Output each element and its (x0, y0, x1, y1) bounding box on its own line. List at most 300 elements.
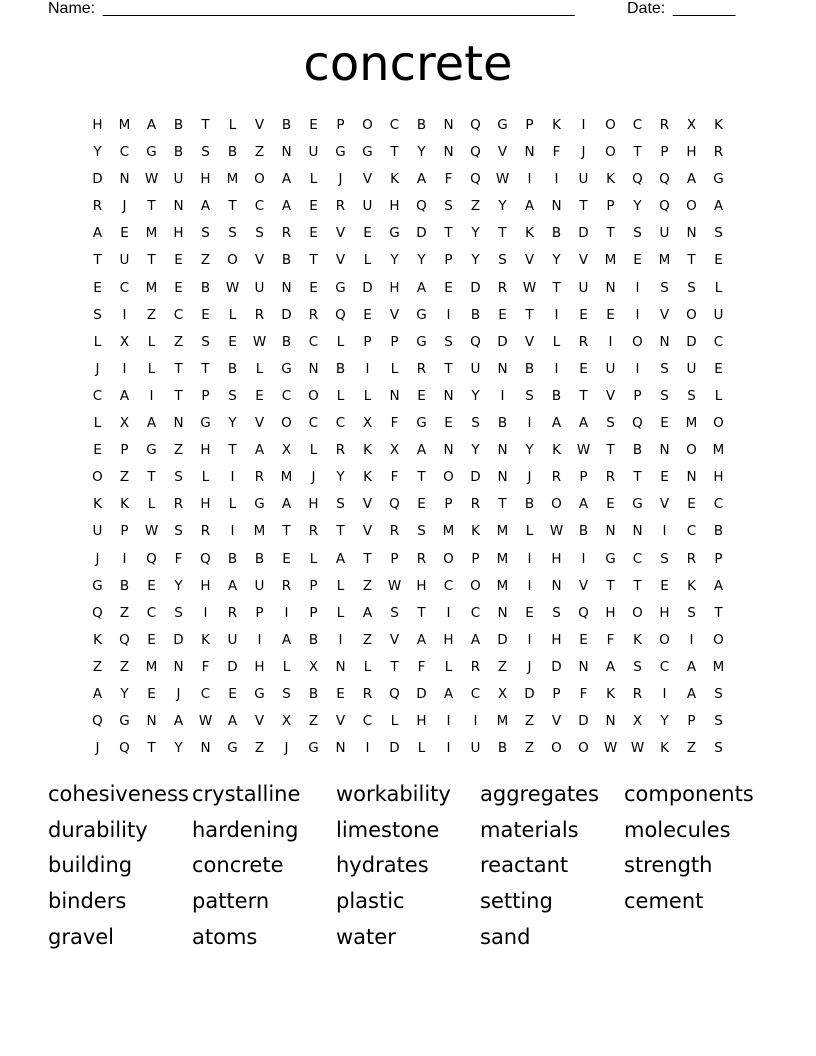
word-bank-item: limestone (336, 817, 440, 842)
grid-letter: S (714, 713, 723, 730)
grid-letter: E (147, 631, 156, 648)
grid-letter: O (578, 740, 589, 757)
grid-letter: L (228, 117, 237, 133)
grid-letter: R (497, 279, 508, 296)
grid-letter: A (227, 713, 238, 730)
grid-letter: K (552, 442, 561, 459)
grid-letter: T (147, 252, 156, 269)
grid-letter: P (201, 387, 210, 404)
grid-letter: Q (200, 550, 211, 567)
grid-row (84, 491, 732, 518)
grid-letter: I (149, 387, 154, 404)
grid-letter: R (659, 117, 670, 133)
grid-letter: B (632, 442, 643, 459)
grid-letter: A (416, 631, 427, 648)
grid-row (84, 410, 732, 437)
grid-letter: C (335, 415, 346, 432)
grid-letter: H (92, 117, 103, 133)
grid-letter: J (95, 550, 100, 567)
grid-letter: D (686, 333, 697, 350)
grid-letter: K (93, 631, 102, 648)
grid-letter: N (497, 360, 508, 377)
grid-letter: R (281, 577, 292, 594)
grid-letter: Z (254, 144, 265, 161)
grid-row (84, 166, 732, 193)
grid-letter: K (606, 171, 615, 188)
grid-letter: E (174, 279, 183, 296)
grid-letter: V (551, 713, 562, 730)
grid-letter: G (416, 306, 427, 323)
grid-row (84, 681, 732, 708)
grid-letter: N (686, 469, 697, 486)
word-bank-item: atoms (192, 924, 258, 949)
grid-letter: A (146, 415, 157, 432)
grid-letter: E (309, 198, 318, 215)
grid-letter: B (173, 144, 184, 161)
grid-letter: T (174, 387, 183, 404)
grid-letter: S (174, 604, 183, 621)
grid-letter: W (576, 442, 591, 459)
word-bank-item: molecules (624, 817, 731, 842)
grid-letter: H (308, 496, 319, 513)
grid-letter: S (660, 387, 669, 404)
grid-letter: M (145, 279, 158, 296)
grid-letter: S (633, 225, 642, 242)
grid-letter: P (525, 117, 534, 133)
name-blank-line: _____________________________________________________ (103, 0, 575, 17)
grid-row (84, 383, 732, 410)
grid-letter: A (146, 117, 157, 133)
grid-letter: N (659, 442, 670, 459)
grid-letter: O (308, 387, 319, 404)
grid-letter: K (606, 685, 615, 702)
grid-letter: A (524, 198, 535, 215)
grid-letter: H (254, 658, 265, 675)
grid-letter: Q (632, 171, 643, 188)
grid-letter: G (254, 496, 265, 513)
grid-letter: A (578, 496, 589, 513)
grid-letter: Q (470, 144, 481, 161)
grid-letter: N (605, 279, 616, 296)
word-bank-item: water (336, 924, 396, 949)
grid-letter: R (470, 658, 481, 675)
grid-letter: I (122, 550, 127, 567)
grid-letter: G (713, 171, 724, 188)
grid-letter: S (174, 469, 183, 486)
grid-letter: U (227, 631, 238, 648)
grid-letter: V (335, 713, 346, 730)
grid-letter: Y (633, 198, 642, 215)
grid-letter: X (308, 658, 319, 675)
grid-letter: M (280, 469, 293, 486)
name-label: Name: (48, 0, 96, 17)
grid-letter: L (201, 469, 210, 486)
grid-letter: E (228, 685, 237, 702)
grid-letter: E (201, 306, 210, 323)
grid-letter: K (363, 442, 372, 459)
grid-letter: Z (119, 469, 130, 486)
grid-letter: W (144, 523, 159, 540)
grid-letter: K (525, 225, 534, 242)
grid-letter: P (660, 144, 669, 161)
grid-letter: G (497, 117, 508, 133)
word-bank-item: crystalline (192, 782, 301, 806)
grid-letter: N (146, 713, 157, 730)
grid-letter: G (362, 144, 373, 161)
grid-letter: B (119, 577, 130, 594)
grid-letter: G (146, 144, 157, 161)
grid-letter: O (551, 496, 562, 513)
date-label: Date: (627, 0, 666, 17)
grid-letter: E (444, 279, 453, 296)
grid-letter: R (362, 685, 373, 702)
grid-letter: Y (390, 252, 399, 269)
grid-letter: P (120, 523, 129, 540)
grid-letter: M (685, 415, 698, 432)
grid-letter: L (93, 333, 102, 350)
grid-letter: S (390, 604, 399, 621)
grid-letter: V (389, 631, 400, 648)
grid-letter: N (578, 658, 589, 675)
grid-letter: G (227, 740, 238, 757)
grid-letter: F (417, 658, 426, 675)
grid-letter: A (686, 658, 697, 675)
grid-letter: P (120, 442, 129, 459)
grid-letter: L (336, 577, 345, 594)
grid-letter: P (687, 713, 696, 730)
grid-letter: A (281, 198, 292, 215)
grid-letter: G (389, 225, 400, 242)
grid-letter: T (390, 144, 399, 161)
grid-letter: A (416, 171, 427, 188)
grid-letter: Z (119, 658, 130, 675)
word-bank-item: pattern (192, 889, 270, 914)
grid-letter: Y (120, 685, 129, 702)
grid-letter: B (227, 144, 238, 161)
grid-letter: D (416, 685, 427, 702)
grid-letter: I (608, 333, 613, 350)
grid-letter: Z (308, 713, 319, 730)
grid-letter: P (390, 333, 399, 350)
grid-letter: S (282, 685, 291, 702)
grid-letter: A (173, 713, 184, 730)
word-bank-item: strength (624, 853, 713, 878)
word-bank-item: aggregates (480, 782, 599, 806)
grid-letter: R (470, 496, 481, 513)
grid-letter: D (173, 631, 184, 648)
grid-letter: U (254, 577, 265, 594)
grid-letter: V (254, 252, 265, 269)
grid-letter: Y (660, 713, 669, 730)
grid-row (84, 139, 732, 166)
grid-letter: Z (92, 658, 103, 675)
grid-letter: G (119, 713, 130, 730)
grid-letter: R (605, 469, 616, 486)
grid-letter: T (633, 577, 642, 594)
grid-letter: R (416, 550, 427, 567)
grid-letter: S (444, 333, 453, 350)
grid-letter: L (147, 333, 156, 350)
grid-letter: E (363, 306, 372, 323)
grid-row (84, 329, 732, 356)
grid-letter: J (176, 685, 181, 702)
grid-letter: E (579, 631, 588, 648)
grid-letter: C (443, 577, 454, 594)
grid-letter: V (659, 496, 670, 513)
grid-letter: F (201, 658, 210, 675)
grid-letter: L (147, 496, 156, 513)
grid-letter: F (444, 171, 453, 188)
grid-letter: S (201, 333, 210, 350)
grid-letter: P (363, 333, 372, 350)
grid-letter: H (416, 713, 427, 730)
grid-letter: A (686, 171, 697, 188)
grid-letter: Z (173, 333, 184, 350)
grid-letter: L (228, 306, 237, 323)
grid-letter: W (495, 171, 510, 188)
grid-letter: O (605, 144, 616, 161)
grid-letter: Q (92, 713, 103, 730)
word-bank-item: building (48, 853, 133, 878)
grid-letter: E (606, 496, 615, 513)
grid-letter: Q (470, 333, 481, 350)
grid-letter: Y (471, 387, 480, 404)
grid-letter: F (552, 144, 561, 161)
grid-letter: W (252, 333, 267, 350)
grid-letter: H (200, 577, 211, 594)
grid-row (84, 247, 732, 274)
grid-letter: L (525, 523, 534, 540)
word-bank-item: cement (624, 889, 704, 914)
grid-letter: U (308, 144, 319, 161)
grid-letter: K (390, 171, 399, 188)
grid-letter: C (632, 550, 643, 567)
grid-letter: M (145, 658, 158, 675)
grid-letter: Q (119, 740, 130, 757)
grid-letter: D (362, 279, 373, 296)
grid-letter: V (362, 496, 373, 513)
grid-letter: K (471, 523, 480, 540)
grid-letter: E (417, 496, 426, 513)
grid-letter: I (581, 550, 586, 567)
grid-letter: E (309, 225, 318, 242)
grid-letter: G (200, 415, 211, 432)
grid-letter: M (253, 523, 266, 540)
grid-letter: I (446, 740, 451, 757)
grid-letter: Q (470, 117, 481, 133)
grid-letter: V (254, 713, 265, 730)
grid-letter: J (527, 658, 532, 675)
grid-letter: T (390, 658, 399, 675)
word-bank-row (48, 849, 768, 885)
grid-letter: R (227, 604, 238, 621)
grid-letter: V (578, 252, 589, 269)
grid-letter: N (335, 658, 346, 675)
grid-letter: I (338, 631, 343, 648)
grid-letter: R (335, 198, 346, 215)
word-bank-item: binders (48, 889, 127, 914)
grid-letter: C (173, 306, 184, 323)
grid-letter: A (335, 550, 346, 567)
word-bank-row (48, 778, 768, 814)
word-bank-item: materials (480, 817, 579, 842)
grid-letter: B (713, 523, 724, 540)
grid-letter: T (606, 442, 615, 459)
grid-letter: N (659, 333, 670, 350)
grid-letter: P (471, 550, 480, 567)
grid-letter: S (201, 144, 210, 161)
grid-letter: A (281, 631, 292, 648)
grid-letter: B (281, 333, 292, 350)
grid-letter: C (713, 333, 724, 350)
grid-letter: S (417, 523, 426, 540)
grid-letter: G (281, 360, 292, 377)
grid-letter: U (119, 252, 130, 269)
grid-letter: V (362, 171, 373, 188)
grid-letter: T (606, 577, 615, 594)
grid-letter: M (496, 523, 509, 540)
grid-letter: F (390, 415, 399, 432)
grid-letter: R (686, 550, 697, 567)
grid-row (84, 573, 732, 600)
grid-letter: Z (362, 577, 373, 594)
grid-letter: C (659, 658, 670, 675)
word-bank-item: concrete (192, 853, 284, 878)
grid-letter: G (416, 415, 427, 432)
grid-letter: E (525, 604, 534, 621)
grid-letter: G (632, 496, 643, 513)
grid-letter: C (362, 713, 373, 730)
grid-letter: R (713, 144, 724, 161)
grid-letter: L (444, 658, 453, 675)
grid-letter: E (174, 252, 183, 269)
word-bank-item: setting (480, 889, 553, 914)
grid-letter: E (579, 306, 588, 323)
grid-letter: O (686, 198, 697, 215)
grid-letter: S (687, 279, 696, 296)
grid-row (84, 654, 732, 681)
grid-letter: K (687, 577, 696, 594)
grid-letter: L (363, 387, 372, 404)
grid-letter: L (363, 252, 372, 269)
grid-letter: C (389, 117, 400, 133)
grid-letter: N (173, 658, 184, 675)
grid-letter: Q (416, 198, 427, 215)
grid-letter: D (92, 171, 103, 188)
grid-letter: Z (524, 713, 535, 730)
grid-letter: Y (471, 252, 480, 269)
grid-letter: C (470, 685, 481, 702)
grid-letter: U (254, 279, 265, 296)
grid-letter: N (173, 415, 184, 432)
grid-letter: I (203, 604, 208, 621)
grid-letter: N (443, 442, 454, 459)
grid-letter: W (225, 279, 240, 296)
grid-letter: S (525, 387, 534, 404)
grid-letter: R (308, 306, 319, 323)
word-bank (48, 778, 768, 956)
grid-letter: A (578, 415, 589, 432)
grid-letter: Y (552, 252, 561, 269)
grid-letter: G (308, 740, 319, 757)
grid-letter: I (527, 171, 532, 188)
grid-letter: N (308, 360, 319, 377)
grid-letter: B (173, 117, 184, 133)
grid-letter: I (527, 415, 532, 432)
grid-letter: N (632, 523, 643, 540)
grid-letter: B (308, 685, 319, 702)
grid-letter: H (443, 631, 454, 648)
grid-letter: D (578, 225, 589, 242)
grid-letter: Q (92, 604, 103, 621)
word-bank-item: components (624, 782, 754, 806)
grid-letter: B (254, 550, 265, 567)
grid-letter: A (470, 631, 481, 648)
grid-letter: J (95, 740, 100, 757)
grid-letter: V (497, 144, 508, 161)
grid-letter: H (659, 604, 670, 621)
grid-letter: V (335, 252, 346, 269)
grid-letter: L (93, 415, 102, 432)
grid-row (84, 518, 732, 545)
grid-letter: P (444, 496, 453, 513)
grid-letter: Y (525, 442, 534, 459)
grid-row (84, 193, 732, 220)
grid-letter: N (389, 387, 400, 404)
grid-letter: O (686, 306, 697, 323)
grid-letter: Z (497, 658, 508, 675)
grid-letter: R (578, 333, 589, 350)
grid-letter: R (92, 198, 103, 215)
grid-letter: N (497, 469, 508, 486)
grid-letter: G (605, 550, 616, 567)
grid-letter: Y (498, 198, 507, 215)
grid-letter: I (365, 740, 370, 757)
grid-letter: I (446, 306, 451, 323)
word-bank-item: hardening (192, 817, 299, 842)
grid-letter: S (174, 523, 183, 540)
grid-letter: T (147, 740, 156, 757)
grid-letter: B (281, 252, 292, 269)
grid-letter: I (365, 360, 370, 377)
grid-letter: I (446, 713, 451, 730)
grid-letter: B (551, 225, 562, 242)
grid-letter: Z (362, 631, 373, 648)
grid-letter: N (443, 144, 454, 161)
grid-letter: A (416, 279, 427, 296)
grid-letter: M (496, 577, 509, 594)
grid-letter: I (554, 360, 559, 377)
grid-letter: C (200, 685, 211, 702)
grid-letter: C (254, 198, 265, 215)
grid-letter: B (524, 360, 535, 377)
grid-letter: G (92, 577, 103, 594)
grid-letter: T (579, 198, 588, 215)
grid-letter: P (633, 387, 642, 404)
grid-letter: V (605, 387, 616, 404)
word-bank-item: reactant (480, 853, 569, 878)
grid-letter: I (230, 469, 235, 486)
grid-letter: K (552, 117, 561, 133)
grid-letter: S (255, 225, 264, 242)
grid-letter: O (632, 604, 643, 621)
name-date-header (48, 0, 748, 20)
grid-letter: S (228, 387, 237, 404)
grid-letter: A (227, 577, 238, 594)
grid-letter: M (496, 550, 509, 567)
grid-letter: Q (470, 171, 481, 188)
grid-letter: E (660, 577, 669, 594)
